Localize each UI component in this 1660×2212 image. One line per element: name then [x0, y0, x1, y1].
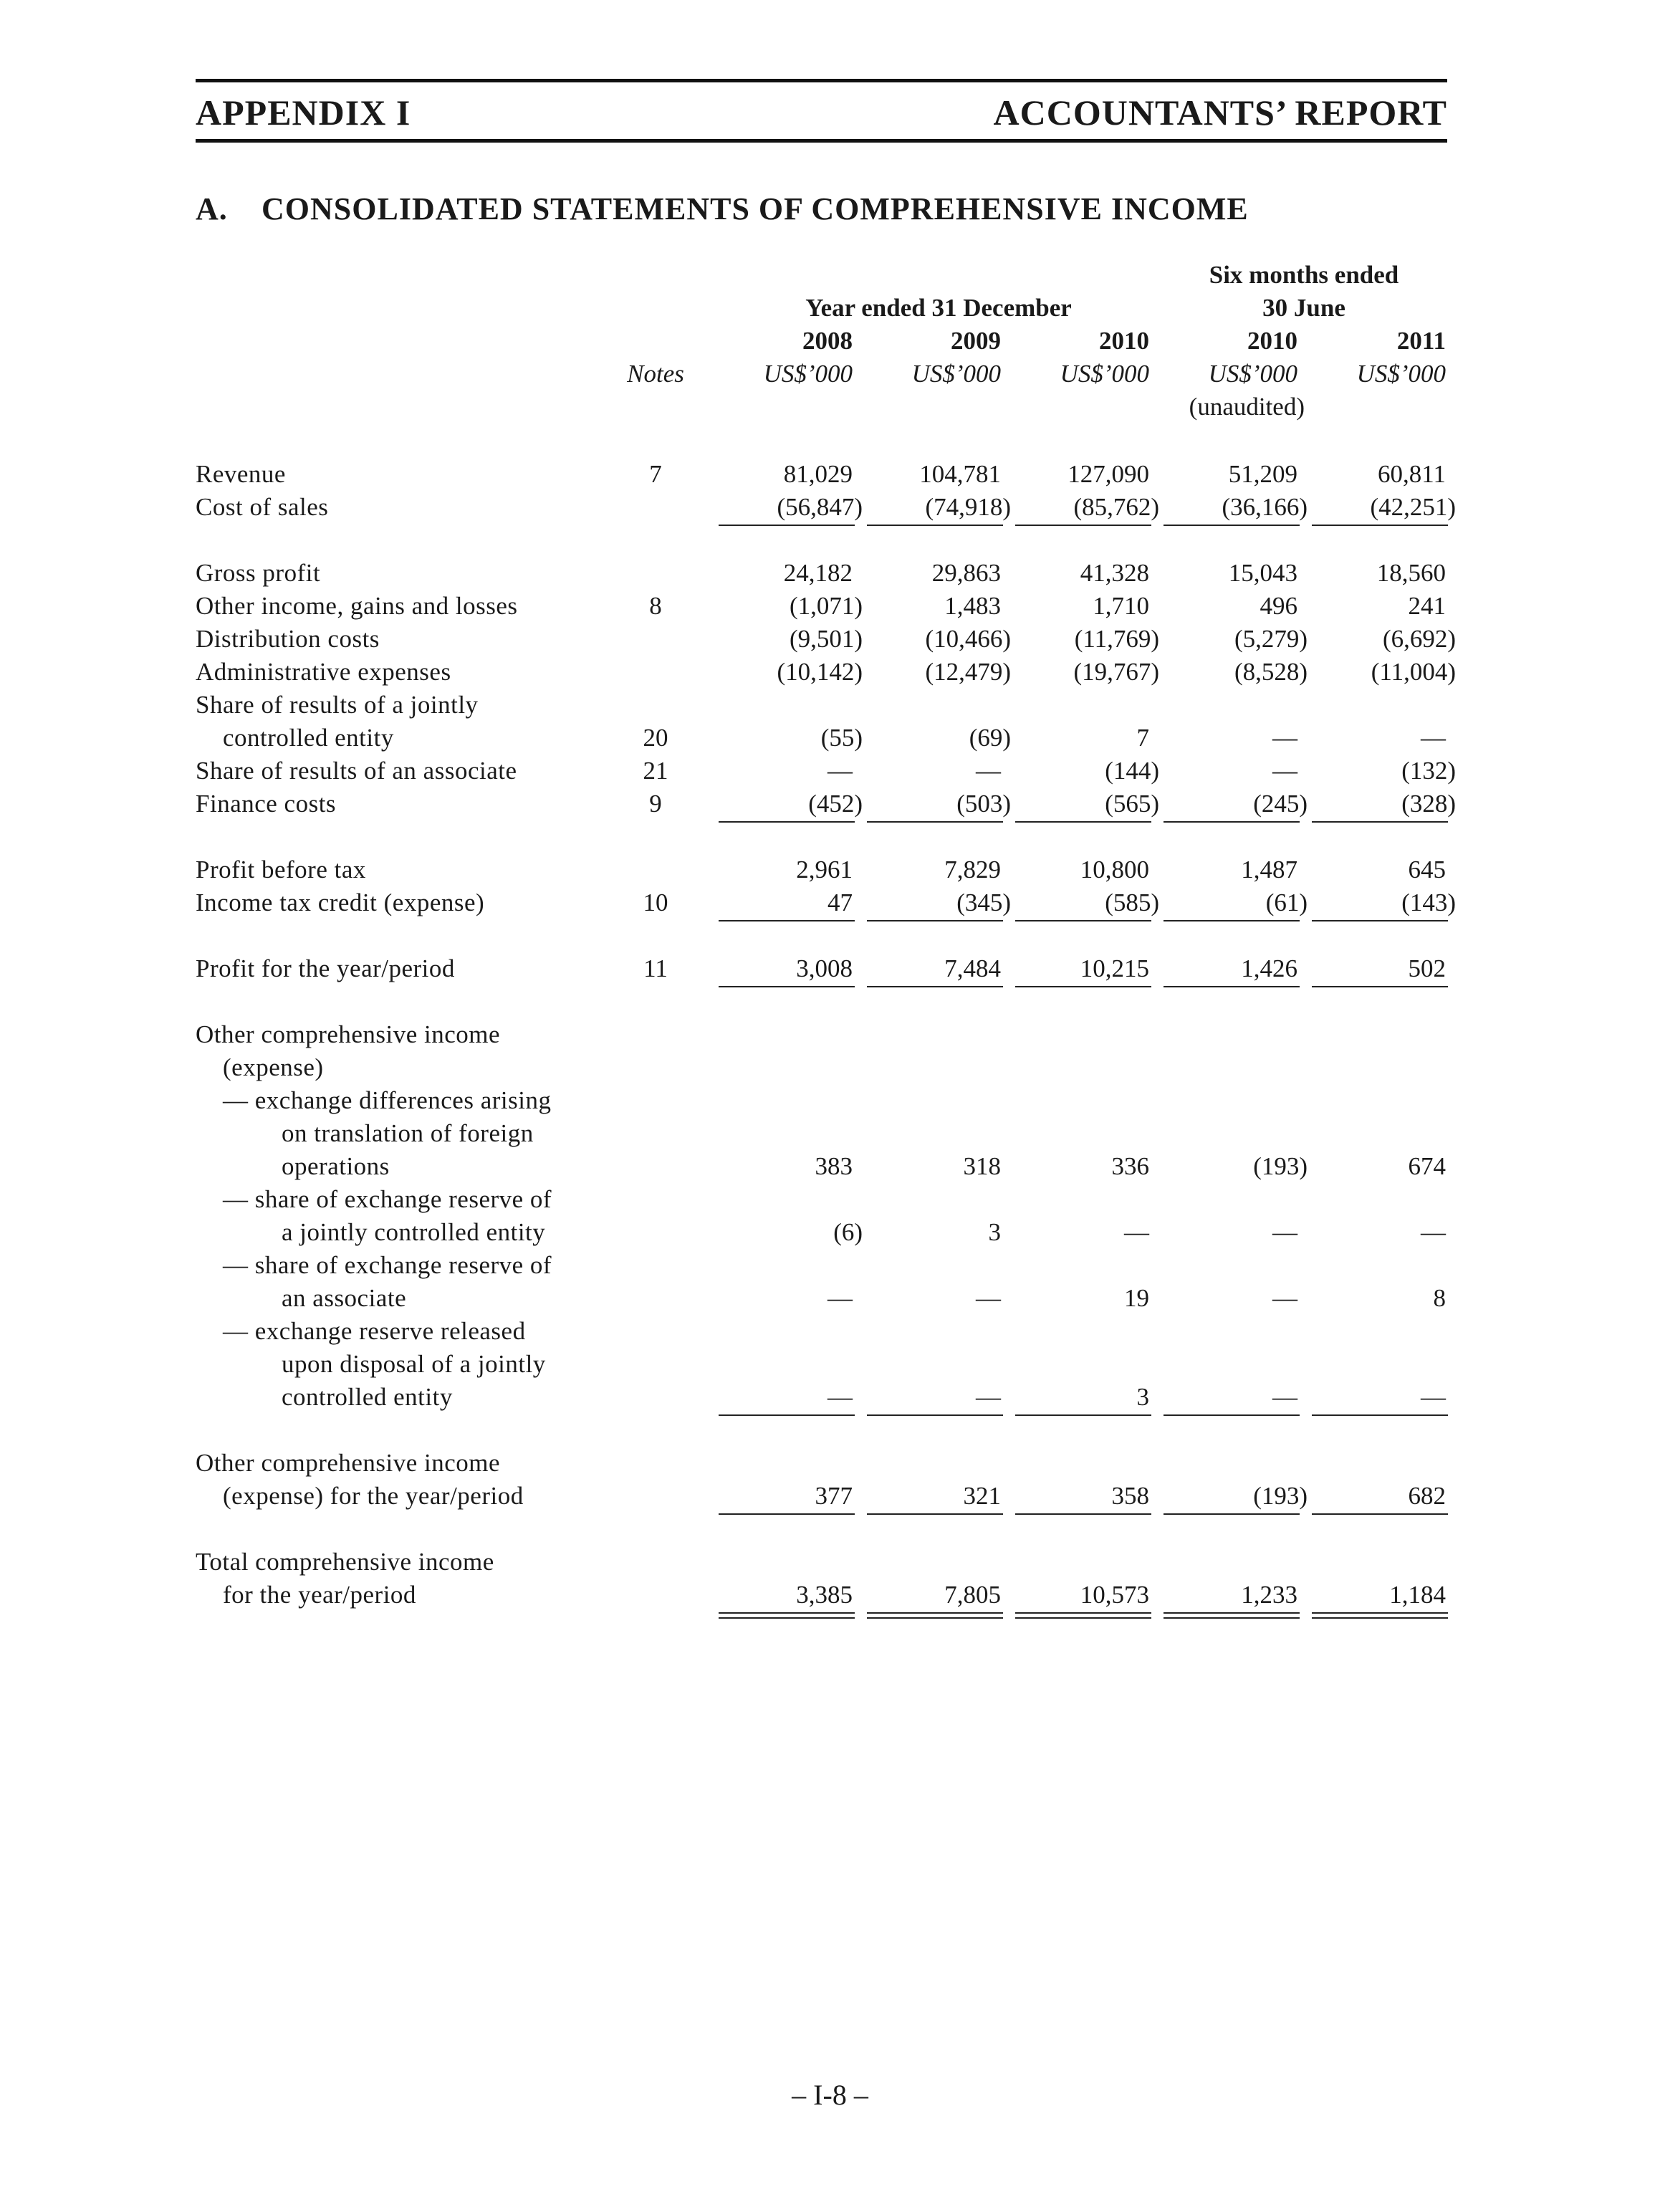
total-underline [1015, 525, 1151, 526]
total-underline [1312, 1513, 1448, 1515]
row-value: — [976, 757, 1001, 785]
total-double-underline [1015, 1617, 1151, 1619]
row-value: — [1272, 1284, 1297, 1312]
total-double-underline [1312, 1617, 1448, 1619]
header-left-title: APPENDIX I [196, 92, 411, 133]
row-label: (expense) for the year/period [223, 1482, 524, 1510]
row-value: — [1421, 724, 1446, 752]
section-letter: A. [196, 191, 228, 226]
row-label: controlled entity [282, 1383, 453, 1411]
total-double-underline [867, 1617, 1003, 1619]
currency-header-2009: US$’000 [911, 360, 1001, 388]
row-note: 21 [643, 757, 668, 785]
group-header-six-months-line1: Six months ended [1209, 261, 1399, 289]
row-value: 29,863 [931, 559, 1001, 587]
row-value: 358 [1111, 1482, 1149, 1510]
row-value: 496 [1260, 592, 1297, 620]
total-underline [1164, 1612, 1300, 1614]
row-label: (expense) [223, 1053, 324, 1081]
section-title [196, 191, 1249, 227]
total-underline [1164, 1414, 1300, 1416]
total-underline [867, 1513, 1003, 1515]
row-value: 3,008 [796, 954, 853, 982]
row-value: 127,090 [1068, 460, 1149, 488]
row-label: upon disposal of a jointly [282, 1350, 546, 1378]
row-value: 10,573 [1080, 1581, 1149, 1609]
row-value: 7,805 [944, 1581, 1001, 1609]
total-underline [1312, 920, 1448, 921]
row-value: 1,483 [944, 592, 1001, 620]
row-label: Share of results of a jointly [196, 691, 479, 719]
row-label: — exchange reserve released [223, 1317, 526, 1345]
row-label: Other comprehensive income [196, 1020, 501, 1048]
row-value: 15,043 [1228, 559, 1297, 587]
row-value: (328) [1401, 790, 1456, 818]
row-value: (193) [1253, 1482, 1308, 1510]
unaudited-label: (unaudited) [1189, 393, 1305, 421]
row-value: 7,829 [944, 856, 1001, 884]
row-value: — [827, 1383, 853, 1411]
row-label: Distribution costs [196, 625, 380, 653]
row-value: 104,781 [919, 460, 1001, 488]
row-value: 336 [1111, 1152, 1149, 1180]
total-double-underline [1164, 1617, 1300, 1619]
notes-header: Notes [627, 360, 684, 388]
total-underline [867, 986, 1003, 987]
row-value: 81,029 [783, 460, 853, 488]
row-value: (1,071) [789, 592, 863, 620]
row-value: — [1272, 1218, 1297, 1246]
row-label: operations [282, 1152, 390, 1180]
row-value: 7 [1136, 724, 1149, 752]
total-underline [1312, 525, 1448, 526]
row-label: Profit for the year/period [196, 954, 455, 982]
row-value: (85,762) [1073, 493, 1159, 521]
row-label: Revenue [196, 460, 286, 488]
row-value: (8,528) [1234, 658, 1308, 686]
total-underline [1015, 1414, 1151, 1416]
row-note: 10 [643, 889, 668, 916]
row-label: Share of results of an associate [196, 757, 517, 785]
currency-header-2010-six-months: US$’000 [1208, 360, 1297, 388]
row-value: (56,847) [777, 493, 863, 521]
row-label: — share of exchange reserve of [223, 1251, 552, 1279]
year-header-2008: 2008 [802, 327, 853, 355]
row-label: controlled entity [223, 724, 394, 752]
row-value: (503) [956, 790, 1011, 818]
total-underline [867, 525, 1003, 526]
total-underline [867, 821, 1003, 823]
total-underline [867, 1612, 1003, 1614]
row-value: 1,233 [1241, 1581, 1297, 1609]
row-value: 10,800 [1080, 856, 1149, 884]
header-bottom-rule [196, 139, 1447, 143]
page-number: – I-8 – [792, 2079, 868, 2111]
total-underline [719, 920, 855, 921]
row-value: (55) [820, 724, 863, 752]
row-value: (6) [833, 1218, 863, 1246]
total-underline [1312, 1414, 1448, 1416]
currency-header-2008: US$’000 [763, 360, 853, 388]
row-value: (5,279) [1234, 625, 1308, 653]
row-value: 645 [1408, 856, 1446, 884]
row-label: Total comprehensive income [196, 1548, 494, 1576]
row-value: (345) [956, 889, 1011, 916]
row-value: (69) [969, 724, 1011, 752]
total-underline [1015, 986, 1151, 987]
row-value: — [827, 757, 853, 785]
row-value: (10,466) [925, 625, 1011, 653]
row-value: (61) [1265, 889, 1308, 916]
row-value: 1,487 [1241, 856, 1297, 884]
row-value: (6,692) [1382, 625, 1456, 653]
row-label: Other income, gains and losses [196, 592, 518, 620]
total-underline [1164, 1513, 1300, 1515]
row-label: Income tax credit (expense) [196, 889, 485, 916]
row-value: (9,501) [789, 625, 863, 653]
row-value: (143) [1401, 889, 1456, 916]
row-value: (585) [1105, 889, 1159, 916]
row-value: (452) [808, 790, 863, 818]
row-label: Other comprehensive income [196, 1449, 501, 1477]
row-value: 19 [1124, 1284, 1149, 1312]
row-value: 24,182 [783, 559, 853, 587]
year-header-2009: 2009 [951, 327, 1001, 355]
total-underline [867, 1414, 1003, 1416]
row-value: (11,004) [1371, 658, 1456, 686]
row-value: (193) [1253, 1152, 1308, 1180]
total-underline [719, 821, 855, 823]
section-title-text: CONSOLIDATED STATEMENTS OF COMPREHENSIVE INCOME [262, 191, 1249, 226]
total-underline [1015, 821, 1151, 823]
row-label: Cost of sales [196, 493, 329, 521]
total-underline [1312, 821, 1448, 823]
row-value: 1,426 [1241, 954, 1297, 982]
row-note: 11 [643, 954, 668, 982]
row-value: — [976, 1284, 1001, 1312]
row-value: (565) [1105, 790, 1159, 818]
total-underline [1164, 821, 1300, 823]
total-underline [1015, 1612, 1151, 1614]
row-value: 7,484 [944, 954, 1001, 982]
row-value: 8 [1433, 1284, 1446, 1312]
row-value: 60,811 [1378, 460, 1446, 488]
total-underline [719, 1414, 855, 1416]
row-value: (10,142) [777, 658, 863, 686]
row-value: 2,961 [796, 856, 853, 884]
row-label: a jointly controlled entity [282, 1218, 546, 1246]
total-double-underline [719, 1617, 855, 1619]
row-label: — share of exchange reserve of [223, 1185, 552, 1213]
row-label: an associate [282, 1284, 407, 1312]
total-underline [1164, 920, 1300, 921]
row-value: (132) [1401, 757, 1456, 785]
row-value: (144) [1105, 757, 1159, 785]
row-value: 682 [1408, 1482, 1446, 1510]
row-value: — [1421, 1218, 1446, 1246]
row-value: 3 [988, 1218, 1001, 1246]
row-value: 318 [963, 1152, 1001, 1180]
row-value: 377 [815, 1482, 853, 1510]
currency-header-2010: US$’000 [1060, 360, 1149, 388]
header-right-title: ACCOUNTANTS’ REPORT [993, 92, 1447, 133]
row-value: (11,769) [1074, 625, 1159, 653]
total-underline [719, 986, 855, 987]
row-label: for the year/period [223, 1581, 416, 1609]
group-header-year-ended: Year ended 31 December [805, 294, 1072, 322]
row-note: 8 [649, 592, 662, 620]
row-value: — [1272, 1383, 1297, 1411]
row-label: Finance costs [196, 790, 337, 818]
row-value: 241 [1408, 592, 1446, 620]
row-value: (42,251) [1370, 493, 1456, 521]
total-underline [719, 525, 855, 526]
row-value: 3,385 [796, 1581, 853, 1609]
group-header-six-months-line2: 30 June [1262, 294, 1345, 322]
row-value: — [1272, 757, 1297, 785]
row-value: — [1124, 1218, 1149, 1246]
row-value: (12,479) [925, 658, 1011, 686]
row-value: 1,184 [1389, 1581, 1446, 1609]
year-header-2010: 2010 [1099, 327, 1149, 355]
year-header-2011-six-months: 2011 [1396, 327, 1446, 355]
row-value: 10,215 [1080, 954, 1149, 982]
row-value: — [1272, 724, 1297, 752]
row-label: Administrative expenses [196, 658, 451, 686]
currency-header-2011-six-months: US$’000 [1356, 360, 1446, 388]
row-value: (36,166) [1222, 493, 1308, 521]
total-underline [867, 920, 1003, 921]
total-underline [719, 1513, 855, 1515]
total-underline [719, 1612, 855, 1614]
row-note: 20 [643, 724, 668, 752]
row-value: 674 [1408, 1152, 1446, 1180]
row-value: (74,918) [925, 493, 1011, 521]
header-top-rule [196, 79, 1447, 82]
total-underline [1312, 1612, 1448, 1614]
row-value: 47 [827, 889, 853, 916]
row-value: 502 [1408, 954, 1446, 982]
row-note: 7 [649, 460, 662, 488]
row-label: — exchange differences arising [223, 1086, 552, 1114]
row-note: 9 [649, 790, 662, 818]
total-underline [1312, 986, 1448, 987]
row-value: (245) [1253, 790, 1308, 818]
total-underline [1015, 1513, 1151, 1515]
total-underline [1164, 986, 1300, 987]
total-underline [1015, 920, 1151, 921]
row-value: — [976, 1383, 1001, 1411]
row-label: on translation of foreign [282, 1119, 534, 1147]
row-value: 1,710 [1093, 592, 1149, 620]
row-value: (19,767) [1073, 658, 1159, 686]
row-value: 383 [815, 1152, 853, 1180]
row-value: 18,560 [1376, 559, 1446, 587]
row-label: Gross profit [196, 559, 321, 587]
row-value: — [1421, 1383, 1446, 1411]
row-value: 51,209 [1228, 460, 1297, 488]
total-underline [1164, 525, 1300, 526]
row-label: Profit before tax [196, 856, 366, 884]
row-value: — [827, 1284, 853, 1312]
year-header-2010-six-months: 2010 [1247, 327, 1297, 355]
row-value: 3 [1136, 1383, 1149, 1411]
row-value: 41,328 [1080, 559, 1149, 587]
row-value: 321 [963, 1482, 1001, 1510]
